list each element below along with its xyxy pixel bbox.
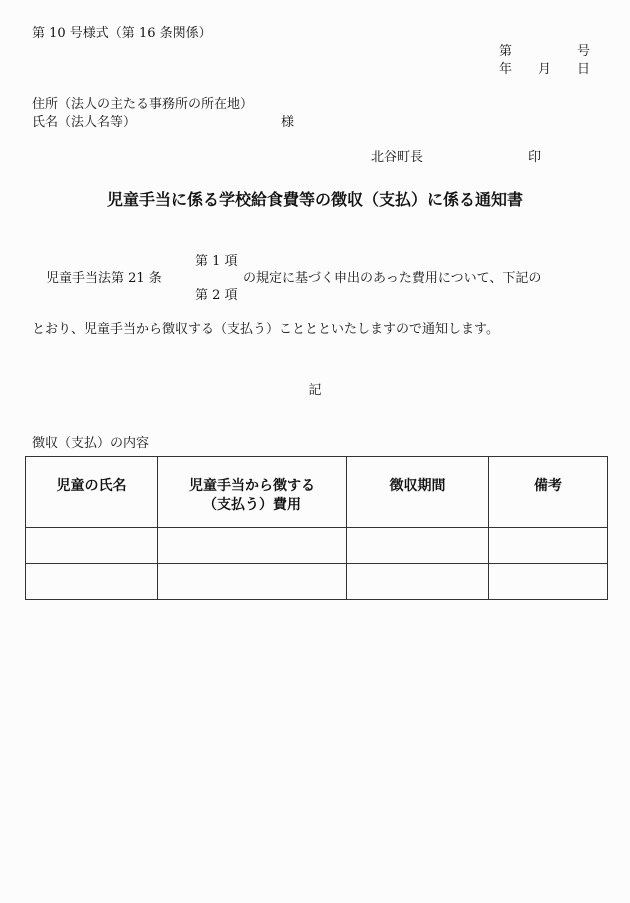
body-line-1: の規定に基づく申出のあった費用について、下記の — [243, 271, 542, 286]
address-label: 住所（法人の主たる事務所の所在地） — [32, 97, 254, 112]
header-period — [347, 457, 489, 528]
table-cell — [347, 528, 489, 564]
header-label: 徴収期間 — [389, 478, 446, 494]
header-cost — [158, 457, 347, 528]
header-label: 備考 — [534, 478, 562, 494]
seal-mark: 印 — [528, 150, 542, 165]
law-reference: 児童手当法第 21 条 — [46, 271, 162, 286]
header-label: 児童手当から徴する — [189, 478, 315, 494]
form-number: 第 10 号様式（第 16 条関係） — [32, 26, 212, 41]
name-label: 氏名（法人名等） — [32, 115, 137, 130]
table-row — [26, 564, 608, 600]
content-table — [25, 456, 608, 600]
date-month: 月 — [538, 62, 552, 77]
sender-title: 北谷町長 — [371, 150, 424, 165]
table-row — [26, 528, 608, 564]
table-cell — [26, 564, 158, 600]
header-label-line2: （支払う）費用 — [203, 497, 301, 513]
header-label: 児童の氏名 — [56, 478, 127, 494]
table-cell — [489, 564, 608, 600]
reference-dai: 第 — [499, 44, 513, 59]
table-cell — [158, 564, 347, 600]
header-child-name — [26, 457, 158, 528]
table-cell — [26, 528, 158, 564]
table-cell — [347, 564, 489, 600]
document-title: 児童手当に係る学校給食費等の徴収（支払）に係る通知書 — [106, 190, 523, 209]
clause-2: 第 2 項 — [195, 288, 238, 303]
table-cell — [158, 528, 347, 564]
body-line-2: とおり、児童手当から徴収する（支払う）こととといたしますので通知します。 — [32, 322, 499, 337]
date-year: 年 — [499, 62, 513, 77]
header-remarks — [489, 457, 608, 528]
clause-1: 第 1 項 — [195, 254, 238, 269]
honorific: 様 — [281, 115, 295, 130]
ki-heading: 記 — [308, 383, 322, 398]
reference-go: 号 — [577, 44, 591, 59]
date-day: 日 — [577, 62, 591, 77]
section-label: 徴収（支払）の内容 — [32, 436, 150, 451]
table-cell — [489, 528, 608, 564]
table-header-row — [26, 457, 608, 528]
